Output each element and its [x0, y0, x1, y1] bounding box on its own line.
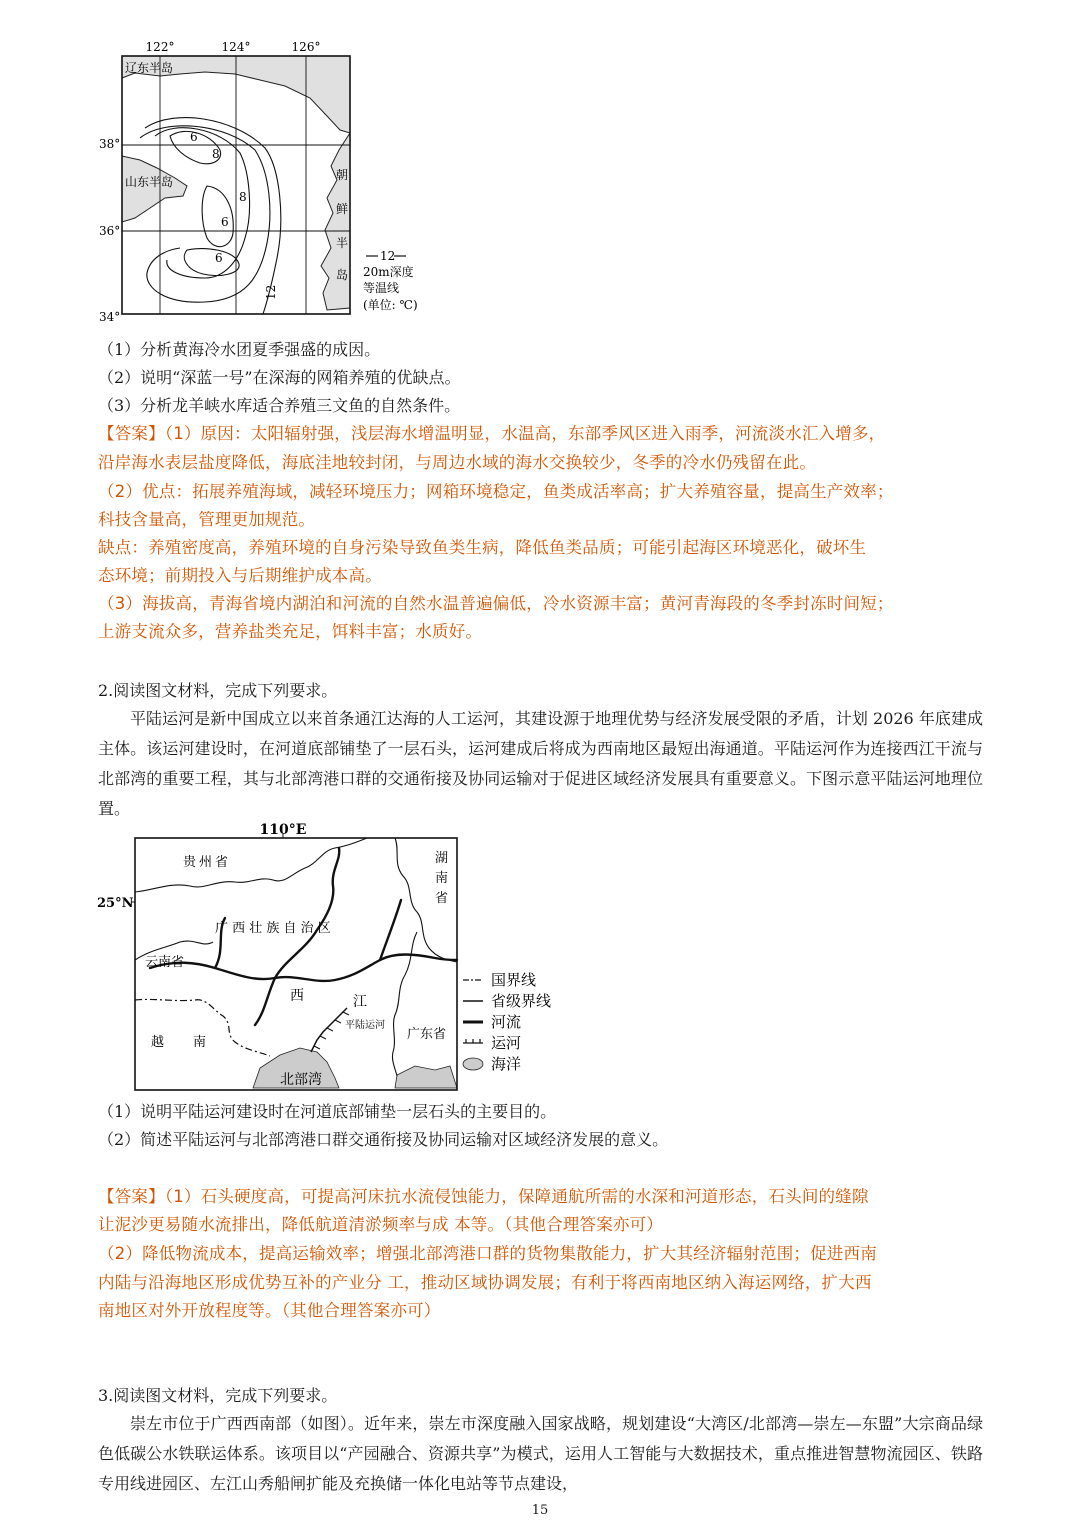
place-label: 南 [435, 871, 449, 886]
q1-answer-line: 态环境；前期投入与后期维护成本高。 [98, 566, 382, 585]
legend-text: 20m深度 [363, 265, 414, 279]
place-label: 西 [290, 988, 304, 1004]
isotherm-label: 12 [264, 284, 278, 300]
place-label: 辽东半岛 [125, 61, 174, 75]
place-label: 山东半岛 [125, 175, 174, 189]
place-label: 北部湾 [280, 1072, 322, 1088]
q2-sub-question: （1）说明平陆运河建设时在河道底部铺垫一层石头的主要目的。 [98, 1102, 557, 1121]
place-label: 广 西 壮 族 自 治 区 [215, 921, 331, 936]
place-label: 越 [151, 1035, 165, 1050]
q2-answer-line: （2）降低物流成本，提高运输效率；增强北部湾港口群的货物集散能力，扩大其经济辐射范围；促进西南 [98, 1244, 877, 1263]
isotherm-label: 6 [215, 251, 223, 265]
q1-answer-line: （3）海拔高，青海省境内湖泊和河流的自然水温普遍偏低，冷水资源丰富；黄河青海段的冬季封冻时间短； [98, 594, 894, 613]
korea-land [321, 133, 350, 310]
place-label: 平陆运河 [345, 1020, 385, 1031]
q2-sub-question: （2）简述平陆运河与北部湾港口群交通衔接及协同运输对区域经济发展的意义。 [98, 1130, 669, 1149]
q3-passage [98, 1409, 983, 1499]
q1-sub-question: （2）说明“深蓝一号”在深海的网箱养殖的优缺点。 [98, 368, 461, 387]
legend-item: 海洋 [491, 1055, 522, 1073]
place-label: 江 [353, 994, 367, 1010]
legend-text: 等温线 [363, 281, 400, 295]
q1-answer-line: （2）优点：拓展养殖海域，减轻环境压力；网箱环境稳定，鱼类成活率高；扩大养殖容量，提高生产效率； [98, 482, 894, 501]
place-label: 云南省 [145, 955, 185, 970]
lon-label: 124° [221, 40, 251, 54]
q1-answer-line: 【答案】（1）原因：太阳辐射强，浅层海水增温明显，水温高，东部季风区进入雨季，河流淡水汇入增多， [98, 424, 886, 443]
place-label: 贵州省 [183, 855, 232, 870]
place-label: 省 [435, 891, 449, 906]
q2-answer-line: 让泥沙更易随水流排出，降低航道清淤频率与成 本等。（其他合理答案亦可） [98, 1215, 663, 1234]
place-label: 湖 [435, 851, 449, 866]
isotherm-label: 8 [212, 147, 220, 161]
pinglu-canal-map [95, 820, 575, 1095]
lat-label: 34° [99, 310, 121, 323]
isotherm-10 [140, 126, 270, 302]
q1-answer-line: 沿岸海水表层盐度降低，海底洼地较封闭，与周边水域的海水交换较少，冬季的冷水仍残留在此。 [98, 453, 817, 472]
page-number: 15 [531, 1503, 549, 1518]
legend-item: 国界线 [491, 971, 537, 989]
q3-passage-text: 崇左市位于广西西南部（如图）。近年来，崇左市深度融入国家战略，规划建设“大湾区/北部湾—崇左—东盟”大宗商品绿色低碳公水铁联运体系。该项目以“产园融合、资源共享”为模式，运用人工智能与大数据技术，重点推进智慧物流园区、铁路专用线进园区、左江山秀船闸扩能及充换储一体化电站等节点建设， [98, 1414, 983, 1493]
xijiang-river [150, 955, 457, 981]
q1-answer-line: 上游支流众多，营养盐类充足，饵料丰富；水质好。 [98, 622, 483, 641]
q2-answer-line: 南地区对外开放程度等。（其他合理答案亦可） [98, 1301, 441, 1320]
south-china-sea [395, 1066, 457, 1088]
q2-answer-line: 【答案】（1）石头硬度高，可提高河床抗水流侵蚀能力，保障通航所需的水深和河道形态，石头间的缝隙 [98, 1187, 869, 1206]
place-label: 半 [336, 236, 349, 250]
shandong-land [122, 156, 187, 222]
place-label: 广东省 [407, 1027, 447, 1042]
legend-item: 运河 [491, 1034, 522, 1052]
lon-label: 110°E [259, 822, 307, 838]
legend-item: 河流 [491, 1013, 522, 1031]
q1-sub-question: （1）分析黄海冷水团夏季强盛的成因。 [98, 340, 381, 359]
isotherm-label: 6 [221, 215, 229, 229]
q2-answer-line: 内陆与沿海地区形成优势互补的产业分 工，推动区域协调发展；有利于将西南地区纳入海运网络，扩大西 [98, 1273, 872, 1292]
isotherm-label: 8 [239, 190, 247, 204]
q2-passage [98, 704, 983, 824]
q2-passage-text: 平陆运河是新中国成立以来首条通江达海的人工运河，其建设源于地理优势与经济发展受限的矛盾，计划 2026 年底建成主体。该运河建设时，在河道底部铺垫了一层石头，运河建成后将成为西南地区最短出海通道。平陆运河作为连接西江干流与北部湾的重要工程，其与北部湾港口群的交通衔接及协同运输对于促进区域经济发展具有重要意义。下图示意平陆运河地理位置。 [98, 709, 983, 818]
q2-heading: 2.阅读图文材料，完成下列要求。 [98, 681, 338, 700]
lat-label: 36° [99, 224, 121, 238]
lon-label: 126° [291, 40, 321, 54]
pinglu-canal [311, 1008, 347, 1052]
legend-text: (单位: ℃) [363, 298, 418, 312]
q3-heading: 3.阅读图文材料，完成下列要求。 [98, 1386, 338, 1405]
q1-sub-question: （3）分析龙羊峡水库适合养殖三文鱼的自然条件。 [98, 396, 461, 415]
isotherm-6c [184, 249, 239, 276]
place-label: 朝 [336, 168, 349, 182]
lat-label: 38° [99, 137, 121, 151]
place-label: 岛 [336, 268, 349, 282]
place-label: 鲜 [336, 202, 349, 216]
legend-item: 省级界线 [491, 992, 552, 1010]
lon-label: 122° [145, 40, 175, 54]
q1-answer-line: 科技含量高，管理更加规范。 [98, 510, 316, 529]
lat-label: 25°N [97, 896, 134, 911]
q1-answer-line: 缺点：养殖密度高，养殖环境的自身污染导致鱼类生病，降低鱼类品质；可能引起海区环境恶化，破坏生 [98, 538, 867, 557]
yellow-sea-isotherm-map [95, 38, 555, 323]
legend-value: 12 [380, 249, 396, 263]
place-label: 南 [193, 1035, 207, 1050]
isotherm-label: 6 [190, 130, 198, 144]
